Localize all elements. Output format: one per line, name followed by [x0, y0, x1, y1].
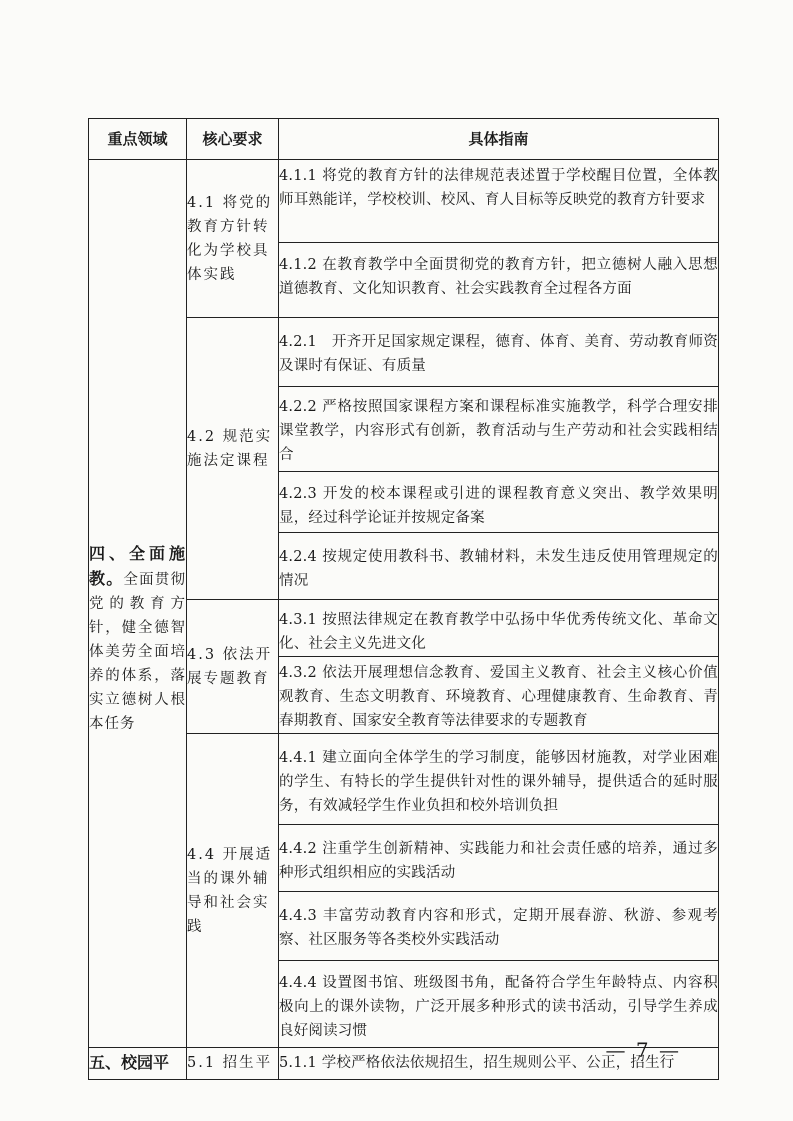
requirement-4-2: 4.2 规范实施法定课程	[187, 318, 279, 600]
guide-item-4-2-1: 4.2.1 开齐开足国家规定课程，德育、体育、美育、劳动教育师资及课时有保证、有质量	[279, 318, 719, 387]
table-row	[89, 160, 719, 243]
requirement-4-1: 4.1 将党的教育方针转化为学校具体实践	[187, 160, 279, 318]
guide-item-4-1-1: 4.1.1 将党的教育方针的法律规范表述置于学校醒目位置，全体教师耳熟能详，学校校训、校风、育人目标等反映党的教育方针要求	[279, 160, 719, 243]
requirement-5-1: 5.1 招生平	[187, 1048, 279, 1080]
page-number: — 7 —	[605, 1038, 681, 1062]
area-4-body: 全面贯彻党的教育方针，健全德智体美劳全面培养的体系，落实立德树人根本任务	[89, 571, 186, 732]
guide-item-4-3-2: 4.3.2 依法开展理想信念教育、爱国主义教育、社会主义核心价值观教育、生态文明教育、环境教育、心理健康教育、生命教育、青春期教育、国家安全教育等法律要求的专题教育	[279, 657, 719, 734]
guide-table	[88, 118, 719, 1080]
header-area: 重点领域	[89, 119, 187, 160]
guide-item-4-4-1: 4.4.1 建立面向全体学生的学习制度，能够因材施教，对学业困难的学生、有特长的学生提供针对性的课外辅导，提供适合的延时服务，有效减轻学生作业负担和校外培训负担	[279, 734, 719, 825]
header-row	[89, 119, 719, 160]
header-guide: 具体指南	[279, 119, 719, 160]
guide-item-4-1-2: 4.1.2 在教育教学中全面贯彻党的教育方针，把立德树人融入思想道德教育、文化知识教育、社会实践教育全过程各方面	[279, 243, 719, 318]
guide-item-4-2-2: 4.2.2 严格按照国家课程方案和课程标准实施教学，科学合理安排课堂教学，内容形式有创新，教育活动与生产劳动和社会实践相结合	[279, 387, 719, 472]
guide-item-4-2-4: 4.2.4 按规定使用教科书、教辅材料，未发生违反使用管理规定的情况	[279, 533, 719, 600]
area-4-title: 四、全面施教。	[89, 543, 186, 588]
guide-item-4-2-3: 4.2.3 开发的校本课程或引进的课程教育意义突出、教学效果明显，经过科学论证并按规定备案	[279, 472, 719, 533]
guide-item-4-4-3: 4.4.3 丰富劳动教育内容和形式，定期开展春游、秋游、参观考察、社区服务等各类校外实践活动	[279, 892, 719, 961]
guide-item-5-1-1: 5.1.1 学校严格依法依规招生，招生规则公平、公正，招生行	[279, 1048, 719, 1080]
guide-item-4-4-2: 4.4.2 注重学生创新精神、实践能力和社会责任感的培养，通过多种形式组织相应的实践活动	[279, 825, 719, 892]
guide-item-4-3-1: 4.3.1 按照法律规定在教育教学中弘扬中华优秀传统文化、革命文化、社会主义先进文化	[279, 600, 719, 657]
area-5-cell: 五、校园平	[89, 1048, 187, 1080]
header-requirement: 核心要求	[187, 119, 279, 160]
guide-item-4-4-4: 4.4.4 设置图书馆、班级图书角，配备符合学生年龄特点、内容积极向上的课外读物，广泛开展多种形式的读书活动，引导学生养成良好阅读习惯	[279, 961, 719, 1048]
requirement-4-3: 4.3 依法开展专题教育	[187, 600, 279, 734]
area-4-cell	[89, 160, 187, 1048]
requirement-4-4: 4.4 开展适当的课外辅导和社会实践	[187, 734, 279, 1048]
